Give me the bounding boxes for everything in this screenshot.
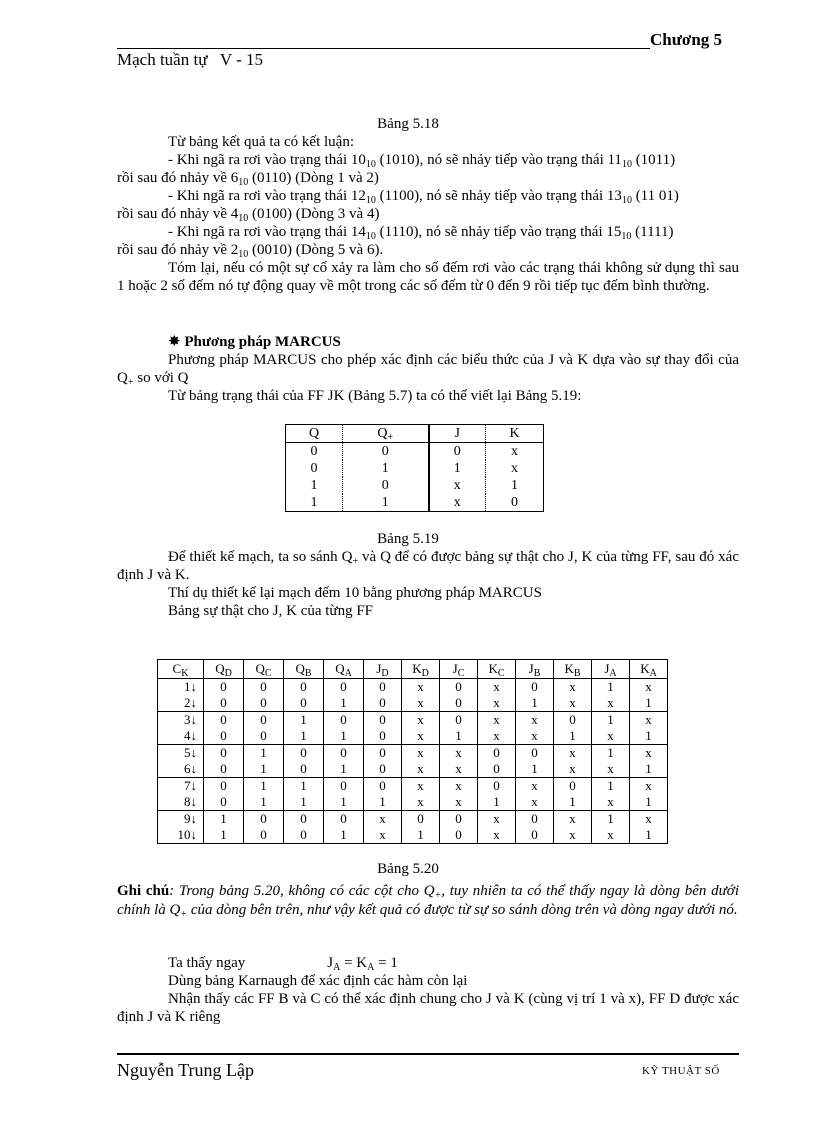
design-paragraph-2: Thí dụ thiết kế lại mạch đếm 10 bằng phương pháp MARCUS — [168, 585, 542, 601]
table-cell: x — [402, 761, 440, 778]
table-cell: 1 — [630, 761, 668, 778]
table-cell: 0 — [554, 778, 592, 795]
table-5-19-row — [286, 477, 544, 494]
table-5-20-header-cell: $J_C$ — [440, 660, 478, 679]
table-5-20-row — [158, 695, 668, 712]
table-5-20-row — [158, 794, 668, 811]
table-cell: x — [630, 811, 668, 828]
table-cell: 0 — [511, 494, 518, 510]
table-5-20-header-cell: $Q_B$ — [284, 660, 324, 679]
star-bullet-icon: ✸ — [168, 334, 181, 350]
case-2: - Khi ngã ra rơi vào trạng thái $12_{10}$ (1100), nó sẽ nhảy tiếp vào trạng thái $13_{10}$ (11 01) — [168, 188, 679, 206]
table-cell: 0 — [440, 695, 478, 712]
table-cell: 0 — [440, 712, 478, 729]
marcus-heading: ✸ Phương pháp MARCUS — [168, 334, 341, 350]
table-5-20-header-cell: $J_D$ — [364, 660, 402, 679]
table-cell: 3↓ — [158, 712, 204, 729]
table-cell: 1 — [284, 778, 324, 795]
table-cell: 0 — [324, 679, 364, 696]
table-cell: 1 — [592, 712, 630, 729]
table-5-20-header-cell: $J_A$ — [592, 660, 630, 679]
table-5-19-row — [286, 460, 544, 477]
table-cell: 1 — [324, 761, 364, 778]
table-cell: 1 — [324, 794, 364, 811]
table-cell: x — [592, 695, 630, 712]
table-cell: 1 — [592, 778, 630, 795]
table-cell: 0 — [286, 443, 343, 461]
table-cell: x — [516, 728, 554, 745]
table-cell: 1 — [592, 811, 630, 828]
table-cell: 1 — [324, 827, 364, 844]
table-5-20-header-cell: $C_K$ — [158, 660, 204, 679]
final-section — [117, 954, 739, 1026]
table-cell: x — [478, 695, 516, 712]
table-5-19-header — [286, 425, 544, 443]
table-cell: 0 — [284, 761, 324, 778]
table-cell: 0 — [440, 827, 478, 844]
table-cell: 0 — [364, 695, 402, 712]
table-cell: x — [429, 477, 486, 494]
table-cell: 1 — [429, 460, 486, 477]
table-cell: 0 — [284, 811, 324, 828]
table-cell: 0 — [324, 745, 364, 762]
table-cell: 0 — [284, 827, 324, 844]
table-cell: 0 — [204, 728, 244, 745]
table-cell: 1 — [630, 794, 668, 811]
table-cell: 0 — [343, 477, 429, 494]
table-cell: x — [429, 494, 486, 512]
footer-subject: KỸ THUẬT SỐ — [642, 1065, 720, 1077]
section-header: Mạch tuần tự V - 15 — [117, 50, 263, 69]
table-cell: 1 — [630, 695, 668, 712]
table-cell: x — [592, 728, 630, 745]
table-cell: x — [402, 679, 440, 696]
col-k: K — [486, 425, 544, 443]
table-cell: 0 — [204, 695, 244, 712]
table-cell: 1 — [204, 827, 244, 844]
table-cell: 0 — [284, 679, 324, 696]
table-cell: 0 — [204, 778, 244, 795]
table-cell: 0 — [440, 679, 478, 696]
marcus-paragraph-1: Phương pháp MARCUS cho phép xác định các biểu thức của J và K dựa vào sự thay đổi của $Q_+$ so với Q — [117, 352, 739, 388]
table-cell: 0 — [284, 695, 324, 712]
table-cell: 0 — [478, 761, 516, 778]
table-cell: 1 — [284, 712, 324, 729]
table-cell: 1 — [343, 460, 429, 477]
table-5-20-row — [158, 778, 668, 795]
table-cell: 1 — [343, 494, 429, 512]
table-5-20-row — [158, 712, 668, 729]
table-cell: 1 — [204, 811, 244, 828]
table-5-19-row — [286, 443, 544, 461]
table-cell: 0 — [364, 778, 402, 795]
table-5-20-row — [158, 728, 668, 745]
table-cell: 0 — [516, 811, 554, 828]
table-cell: 1 — [402, 827, 440, 844]
col-q-plus: $Q_+$ — [343, 425, 429, 443]
table-cell: 1 — [244, 794, 284, 811]
table-5-19-caption: Bảng 5.19 — [377, 531, 439, 547]
table-5-20-header-cell: $Q_C$ — [244, 660, 284, 679]
table-cell: 8↓ — [158, 794, 204, 811]
header-rule — [117, 48, 650, 49]
table-cell: 0 — [516, 745, 554, 762]
table-cell: 0 — [244, 728, 284, 745]
design-paragraph-1: Để thiết kế mạch, ta so sánh $Q_+$ và Q để có được bảng sự thật cho J, K của từng FF, sau đó xác định J và K. — [117, 549, 739, 583]
table-cell: 1 — [244, 745, 284, 762]
table-cell: 0 — [324, 778, 364, 795]
table-cell: x — [478, 827, 516, 844]
final-paragraph-1: Ta thấy ngay $J_A = K_A = 1$ — [168, 955, 398, 973]
table-cell: x — [516, 778, 554, 795]
summary-text: Tóm lại, nếu có một sự cố xảy ra làm cho số đếm rơi vào các trạng thái không sử dụng thì sau 1 hoặc 2 số đếm nó tự động quay về một trong các số đếm từ 0 đến 9 rồi tiếp tục đếm bình thường. — [117, 260, 739, 294]
table-cell: 0 — [364, 745, 402, 762]
table-cell: x — [554, 761, 592, 778]
note-label: Ghi chú — [117, 883, 170, 899]
table-cell: 0 — [284, 745, 324, 762]
table-cell: 0 — [364, 712, 402, 729]
table-cell: 0 — [204, 794, 244, 811]
table-5-20-header — [158, 660, 668, 679]
table-cell: x — [440, 778, 478, 795]
table-cell: x — [402, 712, 440, 729]
table-cell: 0 — [324, 811, 364, 828]
table-cell: 0 — [244, 712, 284, 729]
table-cell: 1↓ — [158, 679, 204, 696]
table-cell: 1 — [286, 494, 343, 512]
table-cell: x — [516, 794, 554, 811]
table-cell: 1 — [554, 794, 592, 811]
table-5-20-header-cell: $K_B$ — [554, 660, 592, 679]
table-cell: x — [592, 827, 630, 844]
table-cell: 0 — [364, 728, 402, 745]
table-5-20-header-cell: $J_B$ — [516, 660, 554, 679]
table-cell: 1 — [244, 761, 284, 778]
table-cell: x — [554, 695, 592, 712]
note-paragraph: Ghi chú: Trong bảng 5.20, không có các cột cho $Q_+$, tuy nhiên ta có thể thấy ngay là dòng bên dưới chính là $Q_+$ của dòng bên trên, như vậy kết quả có được từ sự so sánh dòng trên và dòng ngay dưới nó. — [117, 883, 739, 920]
table-cell: 1 — [478, 794, 516, 811]
table-cell: x — [402, 745, 440, 762]
table-cell: 0 — [364, 761, 402, 778]
table-cell: 1 — [630, 728, 668, 745]
marcus-section — [117, 333, 739, 405]
intro-text: Từ bảng kết quả ta có kết luận: — [168, 134, 354, 150]
table-cell: 0 — [244, 679, 284, 696]
table-cell: 1 — [244, 778, 284, 795]
chapter-title: Chương 5 — [650, 30, 723, 49]
table-cell: 0 — [204, 761, 244, 778]
table-cell: 5↓ — [158, 745, 204, 762]
table-cell: 6↓ — [158, 761, 204, 778]
table-cell: 1 — [592, 745, 630, 762]
table-5-20-header-cell: $K_A$ — [630, 660, 668, 679]
table-cell: 0 — [402, 811, 440, 828]
table-cell: 1 — [440, 728, 478, 745]
table-5-20-header-cell: $K_D$ — [402, 660, 440, 679]
table-cell: x — [478, 679, 516, 696]
table-cell: x — [440, 745, 478, 762]
table-cell: 0 — [478, 745, 516, 762]
table-cell: 1 — [511, 477, 518, 493]
table-cell: 0 — [204, 712, 244, 729]
table-cell: 0 — [516, 827, 554, 844]
table-cell: 1 — [286, 477, 343, 494]
conclusions-block — [117, 133, 739, 295]
table-cell: x — [402, 728, 440, 745]
table-5-20-row — [158, 761, 668, 778]
table-cell: x — [402, 778, 440, 795]
table-cell: x — [478, 811, 516, 828]
table-cell: 0 — [244, 811, 284, 828]
table-5-20-header-cell: $K_C$ — [478, 660, 516, 679]
case-1-cont: rồi sau đó nhảy về $6_{10}$ (0110) (Dòng 1 và 2) — [117, 170, 379, 188]
table-cell: 4↓ — [158, 728, 204, 745]
case-3-cont: rồi sau đó nhảy về $2_{10}$ (0010) (Dòng 5 và 6). — [117, 242, 384, 260]
footer-author: Nguyễn Trung Lập — [117, 1060, 255, 1080]
table-cell: 1 — [516, 695, 554, 712]
design-section — [117, 548, 739, 620]
table-5-20-row — [158, 811, 668, 828]
table-cell: 1 — [592, 679, 630, 696]
table-cell: x — [554, 811, 592, 828]
table-cell: 0 — [204, 679, 244, 696]
table-cell: x — [364, 811, 402, 828]
table-cell: 0 — [343, 443, 429, 461]
table-5-20 — [157, 659, 668, 844]
table-cell: x — [402, 794, 440, 811]
table-5-19-row — [286, 494, 544, 512]
table-cell: 10↓ — [158, 827, 204, 844]
table-cell: 1 — [324, 695, 364, 712]
table-cell: x — [592, 761, 630, 778]
table-cell: x — [364, 827, 402, 844]
table-5-20-row — [158, 745, 668, 762]
table-cell: 1 — [284, 728, 324, 745]
table-cell: 0 — [204, 745, 244, 762]
table-cell: 1 — [324, 728, 364, 745]
table-cell: 7↓ — [158, 778, 204, 795]
table-cell: x — [440, 761, 478, 778]
case-2-cont: rồi sau đó nhảy về $4_{10}$ (0100) (Dòng 3 và 4) — [117, 206, 380, 224]
table-cell: x — [630, 712, 668, 729]
final-paragraph-3: Nhận thấy các FF B và C có thể xác định chung cho J và K (cùng vị trí 1 và x), FF D được xác định J và K riêng — [117, 991, 739, 1025]
table-cell: 0 — [478, 778, 516, 795]
table-cell: 1 — [284, 794, 324, 811]
table-cell: x — [516, 712, 554, 729]
table-cell: x — [554, 827, 592, 844]
table-cell: x — [592, 794, 630, 811]
table-cell: x — [478, 712, 516, 729]
marcus-paragraph-2: Từ bảng trạng thái của FF JK (Bảng 5.7) ta có thể viết lại Bảng 5.19: — [168, 388, 582, 404]
table-5-19 — [285, 424, 544, 512]
final-paragraph-2: Dùng bảng Karnaugh để xác định các hàm còn lại — [168, 973, 468, 989]
table-cell: x — [402, 695, 440, 712]
table-cell: 1 — [364, 794, 402, 811]
table-cell: 1 — [554, 728, 592, 745]
table-5-20-row — [158, 827, 668, 844]
footer-rule — [117, 1053, 739, 1055]
table-cell: 9↓ — [158, 811, 204, 828]
table-cell: x — [440, 794, 478, 811]
col-j: J — [429, 425, 486, 443]
table-cell: x — [630, 679, 668, 696]
col-q: Q — [286, 425, 343, 443]
table-cell: 2↓ — [158, 695, 204, 712]
table-cell: 0 — [324, 712, 364, 729]
case-1: - Khi ngã ra rơi vào trạng thái $10_{10}$ (1010), nó sẽ nhảy tiếp vào trạng thái $11_{10}$ (1011) — [168, 152, 676, 170]
table-cell: 1 — [516, 761, 554, 778]
case-3: - Khi ngã ra rơi vào trạng thái $14_{10}$ (1110), nó sẽ nhảy tiếp vào trạng thái $15_{10}$ (1111) — [168, 224, 674, 242]
table-cell: x — [554, 679, 592, 696]
table-cell: 0 — [286, 460, 343, 477]
table-cell: x — [511, 460, 518, 476]
table-cell: 0 — [244, 695, 284, 712]
table-cell: 1 — [630, 827, 668, 844]
table-cell: x — [630, 745, 668, 762]
table-cell: 0 — [554, 712, 592, 729]
table-cell: 0 — [364, 679, 402, 696]
table-5-20-header-cell: $Q_A$ — [324, 660, 364, 679]
table-cell: 0 — [244, 827, 284, 844]
table-cell: x — [554, 745, 592, 762]
table-5-20-row — [158, 679, 668, 696]
table-5-20-header-cell: $Q_D$ — [204, 660, 244, 679]
table-5-18-caption: Bảng 5.18 — [377, 116, 439, 132]
table-cell: 0 — [429, 443, 486, 461]
table-cell: x — [478, 728, 516, 745]
design-paragraph-3: Bảng sự thật cho J, K của từng FF — [168, 603, 373, 619]
table-cell: 0 — [440, 811, 478, 828]
table-5-20-caption: Bảng 5.20 — [377, 861, 439, 877]
table-cell: 0 — [516, 679, 554, 696]
table-cell: x — [630, 778, 668, 795]
table-cell: x — [511, 443, 518, 459]
